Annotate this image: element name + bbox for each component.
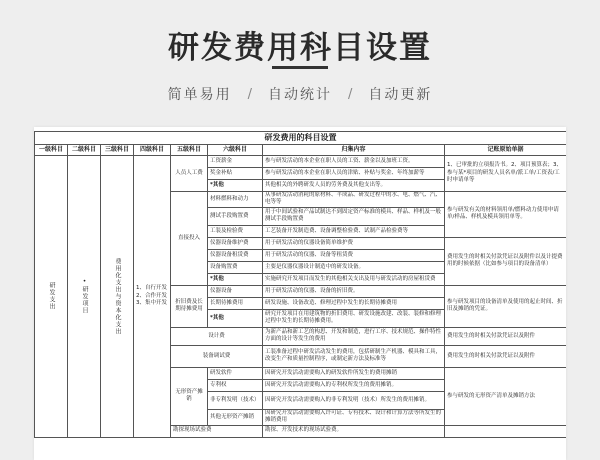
cell-level6: 勘探现场试验费 (171, 425, 263, 437)
tagline-separator: / (348, 86, 353, 102)
note-design: 费用发生的时相关付款凭证以及附件 (445, 327, 567, 345)
note-materials-bottom: 费用发生的时相关付款凭证以及附件以及计提费用的时候依据（比如参与项目的设备清单） (445, 237, 567, 285)
cell-level6: *其他 (208, 309, 263, 327)
cell-content: 参与研发活动的本企业在职人员的工资、薪金以及加班工资。 (263, 156, 445, 168)
cell-content: 其他相关的外聘研发人员的劳务费及其他支出等。 (263, 180, 445, 192)
cell-level6: 仪器设备 (208, 285, 263, 297)
cell-level6: 专利权 (208, 379, 263, 391)
cell-level2: •研发项目 (68, 156, 101, 438)
cell-content: 用于研发活动的仪器、设备的折旧费。 (263, 285, 445, 297)
table-title: 研发费用的科目设置 (35, 132, 567, 145)
level4-item: 3、集中开发 (136, 300, 167, 307)
table-header-row (35, 145, 567, 156)
cell-level3: 费用化支出与资本化支出 (101, 156, 134, 438)
header-level5: 五级科目 (171, 145, 208, 156)
rd-expense-table (34, 131, 566, 438)
note-materials-top: 参与研发有关的材料领用单/燃料动力使用申请单/样品、样机及模具领用单等。 (445, 192, 567, 238)
header-level1: 一级科目 (35, 145, 68, 156)
cell-level6: 测试手段购置费 (208, 207, 263, 225)
cell-level6: 材料燃料和动力 (208, 192, 263, 208)
cell-content: 因研究开发活动需要购入的专利权所发生的费用摊销。 (263, 379, 445, 391)
cell-content: 工艺装备开发制造费、设备调整检验费、试制产品检验费等 (263, 225, 445, 237)
cell-content: 勘探、开发技术的现场试验费。 (263, 425, 445, 437)
note-equipment: 费用发生的时相关付款凭证以及附件 (445, 345, 567, 367)
cell-content: 用于研发活动的仪器、设备等租赁费 (263, 249, 445, 261)
level4-item: 2、合作开发 (136, 292, 167, 299)
level4-item: 1、自行开发 (136, 285, 167, 292)
note-personnel: 1、已审批的立项报告书。2、项目预算表；3、参与某*项目的研发人员名单/派工单/工资表/工时申请单等 (445, 156, 567, 192)
cell-level6: 工资薪金 (208, 156, 263, 168)
cell-level6: 其他无形资产摊销 (208, 409, 263, 425)
cell-level1: 研发支出 (35, 156, 68, 438)
note-intangible: 参与研发的无形资产清单及摊销方法 (445, 367, 567, 425)
header-level4: 四级科目 (134, 145, 171, 156)
cell-level4 (134, 156, 171, 438)
tagline-item-3: 自动更新 (368, 87, 433, 103)
group-personnel: 人员人工费 (171, 156, 208, 192)
header-level2: 二级科目 (68, 145, 101, 156)
cell-content: 为新产品和新工艺的构思、开发和制造，进行工序、技术规范、操作特性方面的设计等发生的费用 (263, 327, 445, 345)
page-title: 研发费用科目设置 (168, 30, 432, 66)
header-voucher: 记账原始单据 (445, 145, 567, 156)
group-depreciation: 折旧费及长期待摊费用 (171, 285, 208, 327)
spreadsheet-preview (34, 127, 566, 460)
cell-content: 工装准备过程中研发活动发生的费用，包括研制生产机器、模具和工具，改变生产和质量控制程序，或制定新方法及标准等 (263, 345, 445, 367)
cell-content: 研究开发项目在用建筑物的折旧费用、研发设施改建、改装、装修和修理过程中发生的长期待摊费用。 (263, 309, 445, 327)
cell-content: 用于中间试验和产品试制达不到固定资产标准的模具、样品、样机及一般测试手段购置费 (263, 207, 445, 225)
header-content: 归集内容 (263, 145, 445, 156)
group-equipment: 装备调试费 (171, 345, 263, 367)
tagline-separator: / (247, 86, 252, 102)
cell-level6: 研发软件 (208, 367, 263, 379)
tagline-item-1: 简单易用 (167, 87, 232, 103)
group-intangible: 无形资产摊销 (171, 367, 208, 425)
cell-level6: 奖金补贴 (208, 168, 263, 180)
table-row (35, 156, 567, 168)
cell-level6: 设备购置费 (208, 261, 263, 273)
cell-content: 主要是仪器仪器设计制造中的研发设备。 (263, 261, 445, 273)
cell-content: 实施研究开发项目而发生的其他相关支出及用与研发活动的房屋租赁费 (263, 273, 445, 285)
cell-level6: 工装及检验费 (208, 225, 263, 237)
header-level6: 六级科目 (208, 145, 263, 156)
cell-content: 因研究开发活动需要购入许可证、专有技术、设计和计算方法等所发生的摊销费用 (263, 409, 445, 425)
cell-content: 因研究开发活动需要购入的研发软件所发生的费用摊销 (263, 367, 445, 379)
group-design: 设计费 (171, 327, 263, 345)
cell-content: 研发设施、设备改造、修理过程中发生的长期待摊费用 (263, 297, 445, 309)
cell-level6: *其他 (208, 273, 263, 285)
group-direct: 直接投入 (171, 192, 208, 286)
note-depreciation: 参与研发项目的设备清单及使用的起止时间、折旧及摊销的凭证。 (445, 285, 567, 327)
title-underline (272, 66, 328, 69)
cell-content: 从事研发活动消耗的原材料、半成品、研发过程中的水、电、燃气、汽、电等等 (263, 192, 445, 208)
cell-level6: *其他 (208, 180, 263, 192)
cell-voucher-empty (445, 425, 567, 437)
header-level3: 三级科目 (101, 145, 134, 156)
tagline-item-2: 自动统计 (268, 87, 332, 103)
cell-level6: 非专利发明（技术） (208, 391, 263, 409)
cell-content: 参与研发活动的本企业在职人员的津贴、补贴与奖金、年终加薪等 (263, 168, 445, 180)
cell-content: 因研究开发活动需要购入的非专利发明（技术）所发生的费用摊销。 (263, 391, 445, 409)
cell-level6: 仪器设备租赁费 (208, 249, 263, 261)
cell-level6: 仪器设备维护费 (208, 237, 263, 249)
cell-level6: 长期待摊费用 (208, 297, 263, 309)
cell-content: 用于研发活动的仪器设备简单维护费 (263, 237, 445, 249)
tagline (0, 84, 600, 104)
